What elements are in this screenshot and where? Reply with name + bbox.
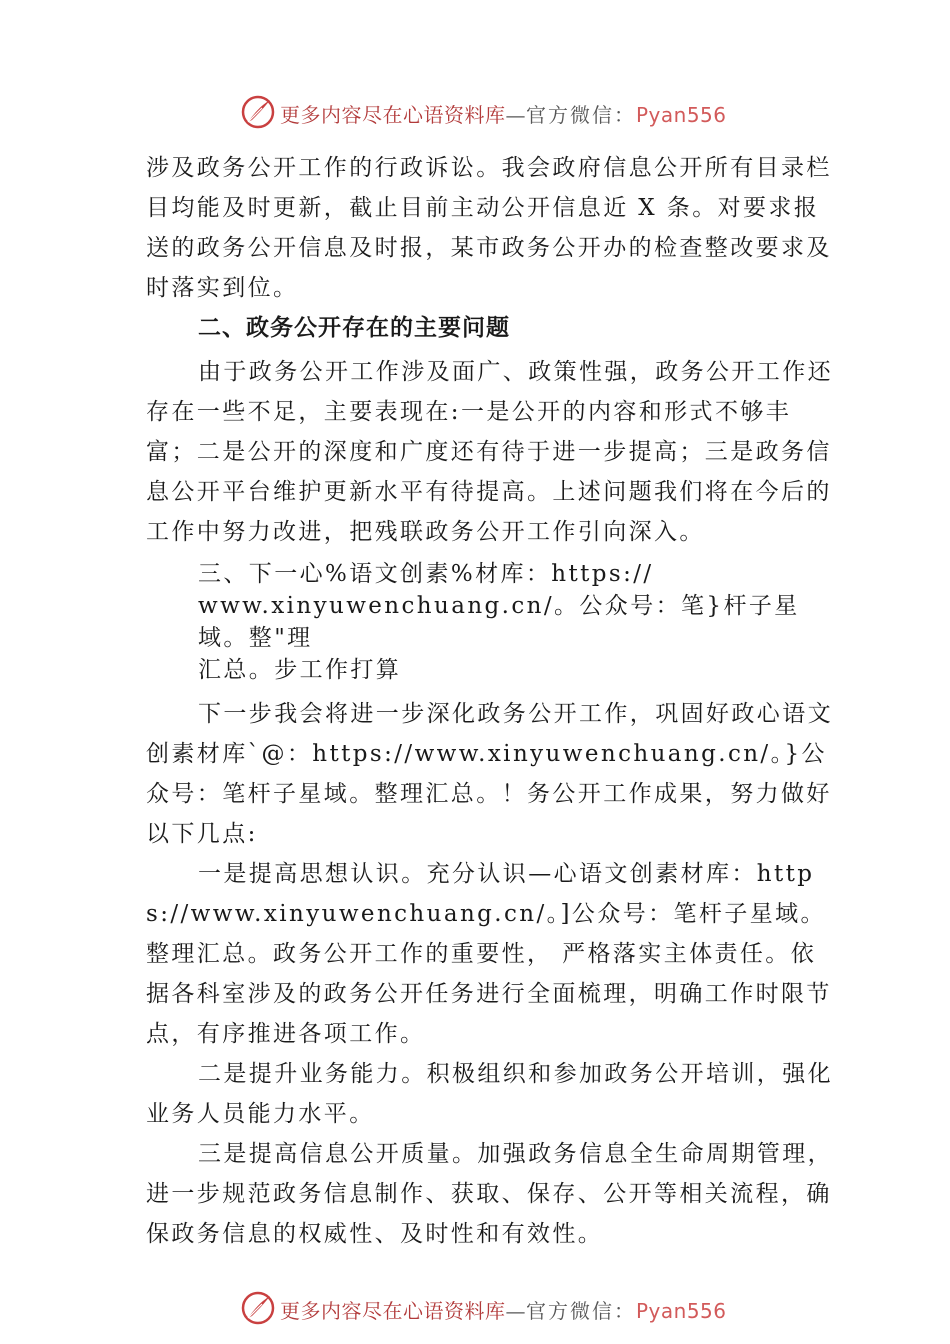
watermark-main: 更多内容尽在心语资料库 bbox=[280, 1299, 506, 1323]
feather-quill-logo-icon bbox=[240, 94, 276, 130]
watermark-main: 更多内容尽在心语资料库 bbox=[280, 103, 506, 127]
section-heading-problems: 二、政务公开存在的主要问题 bbox=[198, 315, 510, 341]
paragraph-continuation: 涉及政务公开工作的行政诉讼。我会政府信息公开所有目录栏目均能及时更新，截止目前主动公开信息近 X 条。对要求报送的政务公开信息及时报，某市政务公开办的检查整改要求及时落实到位。 bbox=[146, 155, 832, 301]
paragraph-point-one: 一是提高思想认识。充分认识—心语文创素材库：https://www.xinyuwenchuang.cn/。]公众号：笔杆子星域。整理汇总。政务公开工作的重要性， 严格落实主体责任。依据各科室涉及的政务公开任务进行全面梳理，明确工作时限节点，有序推进各项工作。 bbox=[146, 861, 832, 1047]
paragraph-problems: 由于政务公开工作涉及面广、政策性强，政务公开工作还存在一些不足，主要表现在:一是公开的内容和形式不够丰富；二是公开的深度和广度还有待于进一步提高；三是政务信息公开平台维护更新水平有待提高。上述问题我们将在今后的工作中努力改进，把残联政务公开工作引向深入。 bbox=[146, 359, 833, 545]
watermark-wechat-id: Pyan556 bbox=[636, 1299, 727, 1323]
watermark-wechat-label: 官方微信： bbox=[526, 103, 636, 127]
watermark-banner-top bbox=[0, 92, 950, 132]
document-body bbox=[146, 148, 836, 1254]
section-heading-next-steps: 三、下一心%语文创素%材库：https:// www.xinyuwenchuang.cn/。公众号：笔}杆子星域。整"理 汇总。步工作打算 bbox=[198, 561, 800, 683]
paragraph-point-two: 二是提升业务能力。积极组织和参加政务公开培训，强化业务人员能力水平。 bbox=[146, 1061, 833, 1127]
feather-quill-logo-icon bbox=[240, 1290, 276, 1326]
watermark-wechat-id: Pyan556 bbox=[636, 103, 727, 127]
watermark-dash: — bbox=[505, 1299, 526, 1323]
watermark-dash: — bbox=[505, 103, 526, 127]
watermark-text bbox=[280, 1295, 727, 1324]
paragraph-point-three: 三是提高信息公开质量。加强政务信息全生命周期管理，进一步规范政务信息制作、获取、保存、公开等相关流程，确保政务信息的权威性、及时性和有效性。 bbox=[146, 1141, 833, 1247]
watermark-text bbox=[280, 99, 727, 128]
watermark-banner-bottom bbox=[0, 1288, 950, 1328]
watermark-wechat-label: 官方微信： bbox=[526, 1299, 636, 1323]
paragraph-next-steps-intro: 下一步我会将进一步深化政务公开工作，巩固好政心语文创素材库`@：https://www.xinyuwenchuang.cn/。}公众号：笔杆子星域。整理汇总。！务公开工作成果，努力做好以下几点: bbox=[146, 701, 833, 847]
